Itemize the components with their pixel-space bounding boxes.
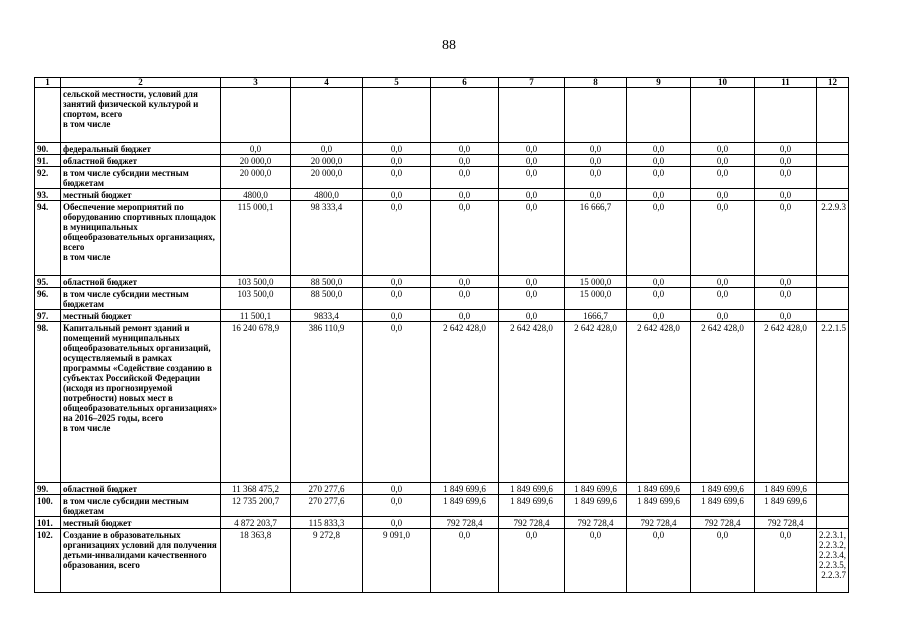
value-cell: 18 363,8 <box>221 529 291 593</box>
value-cell <box>755 88 817 143</box>
value-cell: 0,0 <box>363 155 431 167</box>
value-cell: 12 735 200,7 <box>221 495 291 517</box>
column-number-header: 10 <box>691 78 755 88</box>
value-cell: 0,0 <box>565 529 627 593</box>
value-cell: 0,0 <box>627 201 691 276</box>
row-number: 94. <box>35 201 61 276</box>
value-cell: 1 849 699,6 <box>565 495 627 517</box>
value-cell: 0,0 <box>431 276 499 288</box>
value-cell: 270 277,6 <box>291 495 363 517</box>
reference-code <box>817 88 849 143</box>
value-cell: 0,0 <box>499 167 565 189</box>
value-cell: 0,0 <box>755 529 817 593</box>
row-number: 90. <box>35 143 61 155</box>
table-row <box>35 155 849 167</box>
value-cell: 9 272,8 <box>291 529 363 593</box>
value-cell: 0,0 <box>431 155 499 167</box>
value-cell: 0,0 <box>363 276 431 288</box>
column-number-header: 4 <box>291 78 363 88</box>
value-cell: 20 000,0 <box>221 155 291 167</box>
row-description: Обеспечение мероприятий по оборудованию спортивных площадок в муниципальных общеобразовательных организациях, всего в том числе <box>61 201 221 276</box>
column-number-header: 6 <box>431 78 499 88</box>
value-cell: 0,0 <box>755 276 817 288</box>
value-cell <box>691 88 755 143</box>
value-cell: 1 849 699,6 <box>691 483 755 495</box>
row-description: Создание в образовательных организациях условий для получения детьми-инвалидами качественного образования, всего <box>61 529 221 593</box>
table-row <box>35 88 849 143</box>
value-cell: 16 240 678,9 <box>221 322 291 483</box>
value-cell: 2 642 428,0 <box>691 322 755 483</box>
value-cell <box>221 88 291 143</box>
table-row <box>35 495 849 517</box>
value-cell: 88 500,0 <box>291 288 363 310</box>
row-description: областной бюджет <box>61 155 221 167</box>
reference-code <box>817 483 849 495</box>
value-cell: 0,0 <box>363 322 431 483</box>
reference-code: 2.2.9.3 <box>817 201 849 276</box>
value-cell: 0,0 <box>755 201 817 276</box>
value-cell: 0,0 <box>499 276 565 288</box>
table-row <box>35 189 849 201</box>
value-cell: 0,0 <box>691 143 755 155</box>
value-cell: 0,0 <box>627 167 691 189</box>
value-cell: 0,0 <box>627 189 691 201</box>
value-cell <box>499 88 565 143</box>
value-cell: 0,0 <box>627 143 691 155</box>
column-number-header: 1 <box>35 78 61 88</box>
table-row <box>35 483 849 495</box>
reference-code <box>817 167 849 189</box>
table-row <box>35 143 849 155</box>
value-cell: 16 666,7 <box>565 201 627 276</box>
value-cell: 0,0 <box>499 529 565 593</box>
value-cell: 0,0 <box>431 310 499 322</box>
value-cell: 88 500,0 <box>291 276 363 288</box>
value-cell: 20 000,0 <box>291 167 363 189</box>
value-cell: 4 872 203,7 <box>221 517 291 529</box>
value-cell: 11 368 475,2 <box>221 483 291 495</box>
value-cell: 0,0 <box>363 167 431 189</box>
value-cell: 792 728,4 <box>691 517 755 529</box>
row-number: 97. <box>35 310 61 322</box>
reference-code <box>817 310 849 322</box>
table-row <box>35 322 849 483</box>
reference-code <box>817 288 849 310</box>
value-cell: 0,0 <box>431 201 499 276</box>
value-cell: 0,0 <box>363 483 431 495</box>
value-cell: 792 728,4 <box>627 517 691 529</box>
value-cell: 0,0 <box>431 288 499 310</box>
reference-code <box>817 143 849 155</box>
reference-code: 2.2.3.1, 2.2.3.2, 2.2.3.4, 2.2.3.5, 2.2.3.7 <box>817 529 849 593</box>
value-cell <box>627 88 691 143</box>
table-row <box>35 529 849 593</box>
value-cell: 792 728,4 <box>565 517 627 529</box>
value-cell: 0,0 <box>755 143 817 155</box>
row-number: 91. <box>35 155 61 167</box>
budget-table <box>34 77 849 593</box>
reference-code <box>817 155 849 167</box>
value-cell: 2 642 428,0 <box>565 322 627 483</box>
value-cell: 0,0 <box>431 529 499 593</box>
row-number: 100. <box>35 495 61 517</box>
value-cell: 0,0 <box>755 310 817 322</box>
table-header-row <box>35 78 849 88</box>
value-cell: 0,0 <box>691 529 755 593</box>
value-cell: 2 642 428,0 <box>627 322 691 483</box>
reference-code <box>817 495 849 517</box>
value-cell: 0,0 <box>627 529 691 593</box>
table-row <box>35 288 849 310</box>
row-number <box>35 88 61 143</box>
value-cell: 2 642 428,0 <box>499 322 565 483</box>
value-cell: 1 849 699,6 <box>691 495 755 517</box>
column-number-header: 12 <box>817 78 849 88</box>
value-cell: 0,0 <box>565 155 627 167</box>
column-number-header: 2 <box>61 78 221 88</box>
value-cell: 0,0 <box>755 288 817 310</box>
value-cell: 0,0 <box>691 276 755 288</box>
table-row <box>35 276 849 288</box>
value-cell: 0,0 <box>691 167 755 189</box>
table-row <box>35 310 849 322</box>
column-number-header: 11 <box>755 78 817 88</box>
value-cell: 0,0 <box>627 288 691 310</box>
value-cell: 15 000,0 <box>565 276 627 288</box>
value-cell: 20 000,0 <box>291 155 363 167</box>
value-cell: 0,0 <box>691 201 755 276</box>
value-cell: 103 500,0 <box>221 276 291 288</box>
value-cell: 0,0 <box>291 143 363 155</box>
value-cell: 0,0 <box>627 155 691 167</box>
value-cell: 0,0 <box>363 189 431 201</box>
column-number-header: 3 <box>221 78 291 88</box>
value-cell: 1 849 699,6 <box>627 495 691 517</box>
column-number-header: 9 <box>627 78 691 88</box>
value-cell: 0,0 <box>691 310 755 322</box>
column-number-header: 8 <box>565 78 627 88</box>
value-cell: 0,0 <box>691 288 755 310</box>
value-cell: 1 849 699,6 <box>499 483 565 495</box>
page-number: 88 <box>442 38 456 53</box>
value-cell: 0,0 <box>565 143 627 155</box>
value-cell: 1 849 699,6 <box>755 483 817 495</box>
value-cell: 0,0 <box>431 143 499 155</box>
value-cell: 0,0 <box>499 189 565 201</box>
value-cell: 0,0 <box>363 310 431 322</box>
value-cell: 103 500,0 <box>221 288 291 310</box>
row-description: в том числе субсидии местным бюджетам <box>61 495 221 517</box>
value-cell: 115 000,1 <box>221 201 291 276</box>
value-cell <box>565 88 627 143</box>
value-cell: 9833,4 <box>291 310 363 322</box>
value-cell: 0,0 <box>499 143 565 155</box>
value-cell: 1 849 699,6 <box>431 495 499 517</box>
value-cell: 4800,0 <box>291 189 363 201</box>
value-cell <box>431 88 499 143</box>
reference-code <box>817 517 849 529</box>
value-cell: 0,0 <box>691 155 755 167</box>
value-cell: 792 728,4 <box>431 517 499 529</box>
value-cell: 0,0 <box>363 495 431 517</box>
row-description: сельской местности, условий для занятий физической культурой и спортом, всего в том числе <box>61 88 221 143</box>
value-cell: 1 849 699,6 <box>565 483 627 495</box>
value-cell: 11 500,1 <box>221 310 291 322</box>
row-description: в том числе субсидии местным бюджетам <box>61 167 221 189</box>
table-row <box>35 517 849 529</box>
value-cell: 0,0 <box>499 155 565 167</box>
table-row <box>35 201 849 276</box>
value-cell: 1 849 699,6 <box>499 495 565 517</box>
value-cell: 0,0 <box>363 288 431 310</box>
value-cell: 9 091,0 <box>363 529 431 593</box>
value-cell: 0,0 <box>565 189 627 201</box>
row-number: 92. <box>35 167 61 189</box>
value-cell: 1 849 699,6 <box>431 483 499 495</box>
value-cell: 0,0 <box>755 189 817 201</box>
row-number: 98. <box>35 322 61 483</box>
value-cell: 0,0 <box>499 201 565 276</box>
value-cell: 0,0 <box>499 288 565 310</box>
row-description: областной бюджет <box>61 276 221 288</box>
row-number: 96. <box>35 288 61 310</box>
reference-code: 2.2.1.5 <box>817 322 849 483</box>
value-cell: 0,0 <box>755 155 817 167</box>
row-description: местный бюджет <box>61 310 221 322</box>
value-cell: 20 000,0 <box>221 167 291 189</box>
reference-code <box>817 189 849 201</box>
value-cell <box>363 88 431 143</box>
row-number: 93. <box>35 189 61 201</box>
value-cell: 386 110,9 <box>291 322 363 483</box>
reference-code <box>817 276 849 288</box>
row-description: местный бюджет <box>61 189 221 201</box>
row-description: федеральный бюджет <box>61 143 221 155</box>
value-cell: 2 642 428,0 <box>755 322 817 483</box>
row-number: 95. <box>35 276 61 288</box>
value-cell: 15 000,0 <box>565 288 627 310</box>
value-cell: 0,0 <box>363 517 431 529</box>
row-description: Капитальный ремонт зданий и помещений муниципальных общеобразовательных организаций, осуществляемый в рамках программы «Содействие созданию в субъектах Российской Федерации (исходя из прогнозируемой потребности) новых мест в общеобразовательных организациях» на 2016–2025 годы, всего в том числе <box>61 322 221 483</box>
value-cell: 0,0 <box>565 167 627 189</box>
value-cell: 98 333,4 <box>291 201 363 276</box>
value-cell: 4800,0 <box>221 189 291 201</box>
value-cell: 0,0 <box>363 201 431 276</box>
value-cell: 0,0 <box>431 189 499 201</box>
value-cell: 0,0 <box>691 189 755 201</box>
value-cell: 270 277,6 <box>291 483 363 495</box>
row-description: областной бюджет <box>61 483 221 495</box>
value-cell: 0,0 <box>627 310 691 322</box>
column-number-header: 7 <box>499 78 565 88</box>
value-cell: 1666,7 <box>565 310 627 322</box>
value-cell <box>291 88 363 143</box>
value-cell: 2 642 428,0 <box>431 322 499 483</box>
row-number: 102. <box>35 529 61 593</box>
row-number: 99. <box>35 483 61 495</box>
column-number-header: 5 <box>363 78 431 88</box>
value-cell: 1 849 699,6 <box>755 495 817 517</box>
row-description: в том числе субсидии местным бюджетам <box>61 288 221 310</box>
value-cell: 1 849 699,6 <box>627 483 691 495</box>
value-cell: 115 833,3 <box>291 517 363 529</box>
row-description: местный бюджет <box>61 517 221 529</box>
value-cell: 0,0 <box>363 143 431 155</box>
row-number: 101. <box>35 517 61 529</box>
value-cell: 792 728,4 <box>755 517 817 529</box>
value-cell: 792 728,4 <box>499 517 565 529</box>
value-cell: 0,0 <box>431 167 499 189</box>
value-cell: 0,0 <box>755 167 817 189</box>
value-cell: 0,0 <box>221 143 291 155</box>
value-cell: 0,0 <box>627 276 691 288</box>
value-cell: 0,0 <box>499 310 565 322</box>
table-row <box>35 167 849 189</box>
